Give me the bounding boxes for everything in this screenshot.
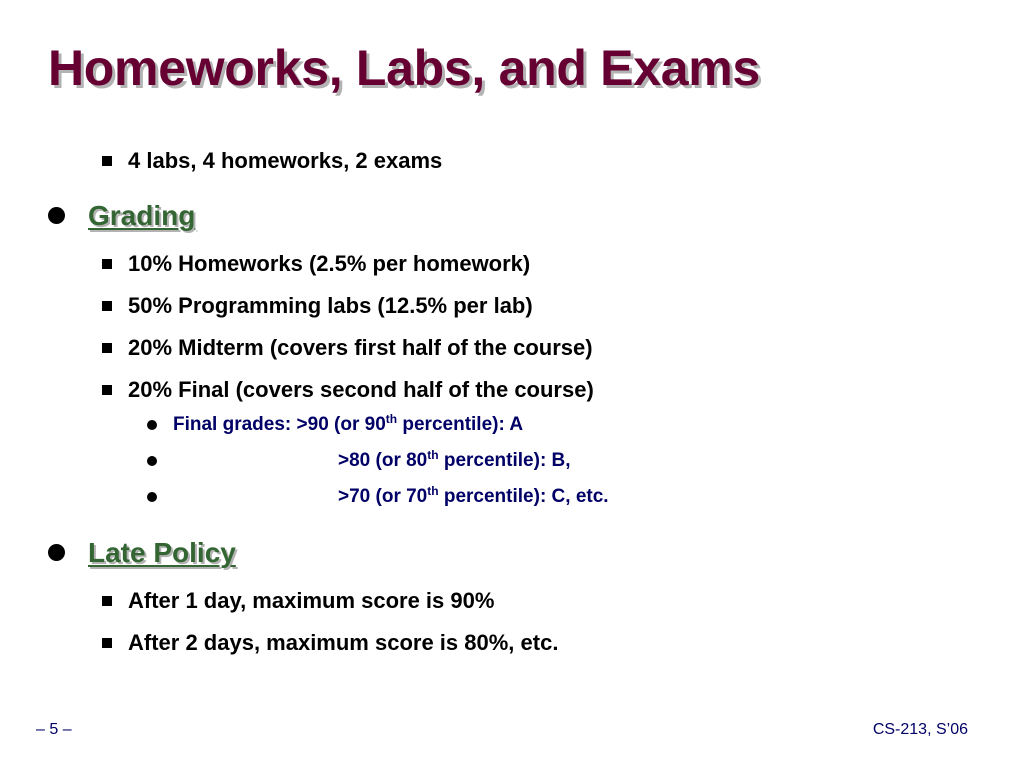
list-item-text: After 2 days, maximum score is 80%, etc.	[128, 630, 559, 655]
round-bullet-icon	[147, 420, 157, 430]
square-bullet-icon	[102, 259, 112, 269]
list-item-text: 20% Final (covers second half of the course)	[128, 377, 594, 402]
round-bullet-icon	[147, 492, 157, 502]
grade-text-prefix: Final grades: >90 (or 90	[173, 414, 386, 435]
square-bullet-icon	[102, 596, 112, 606]
grade-text-prefix: >80 (or 80	[338, 450, 428, 471]
round-bullet-icon	[147, 456, 157, 466]
page-number: – 5 –	[36, 721, 72, 738]
grade-text-suffix: percentile): C, etc.	[438, 486, 609, 507]
list-item-text: After 1 day, maximum score is 90%	[128, 588, 495, 613]
round-bullet-icon	[48, 207, 65, 224]
list-item-text: 20% Midterm (covers first half of the course)	[128, 335, 593, 360]
course-label: CS-213, S’06	[872, 721, 968, 738]
square-bullet-icon	[102, 156, 112, 166]
superscript: th	[427, 484, 439, 498]
section-heading-grading: Grading	[88, 200, 196, 231]
list-item-text: 4 labs, 4 homeworks, 2 exams	[128, 148, 443, 173]
list-item-text: 50% Programming labs (12.5% per lab)	[128, 293, 533, 318]
square-bullet-icon	[102, 385, 112, 395]
superscript: th	[427, 448, 439, 462]
round-bullet-icon	[48, 544, 65, 561]
square-bullet-icon	[102, 343, 112, 353]
grade-text-prefix: >70 (or 70	[338, 486, 428, 507]
square-bullet-icon	[102, 638, 112, 648]
square-bullet-icon	[102, 301, 112, 311]
grade-text-suffix: percentile): A	[397, 414, 524, 435]
grade-text-suffix: percentile): B,	[438, 450, 571, 471]
superscript: th	[385, 412, 398, 426]
list-item-text: 10% Homeworks (2.5% per homework)	[128, 251, 531, 276]
slide-title: Homeworks, Labs, and Exams	[48, 40, 760, 96]
section-heading-late-policy: Late Policy	[88, 537, 236, 568]
